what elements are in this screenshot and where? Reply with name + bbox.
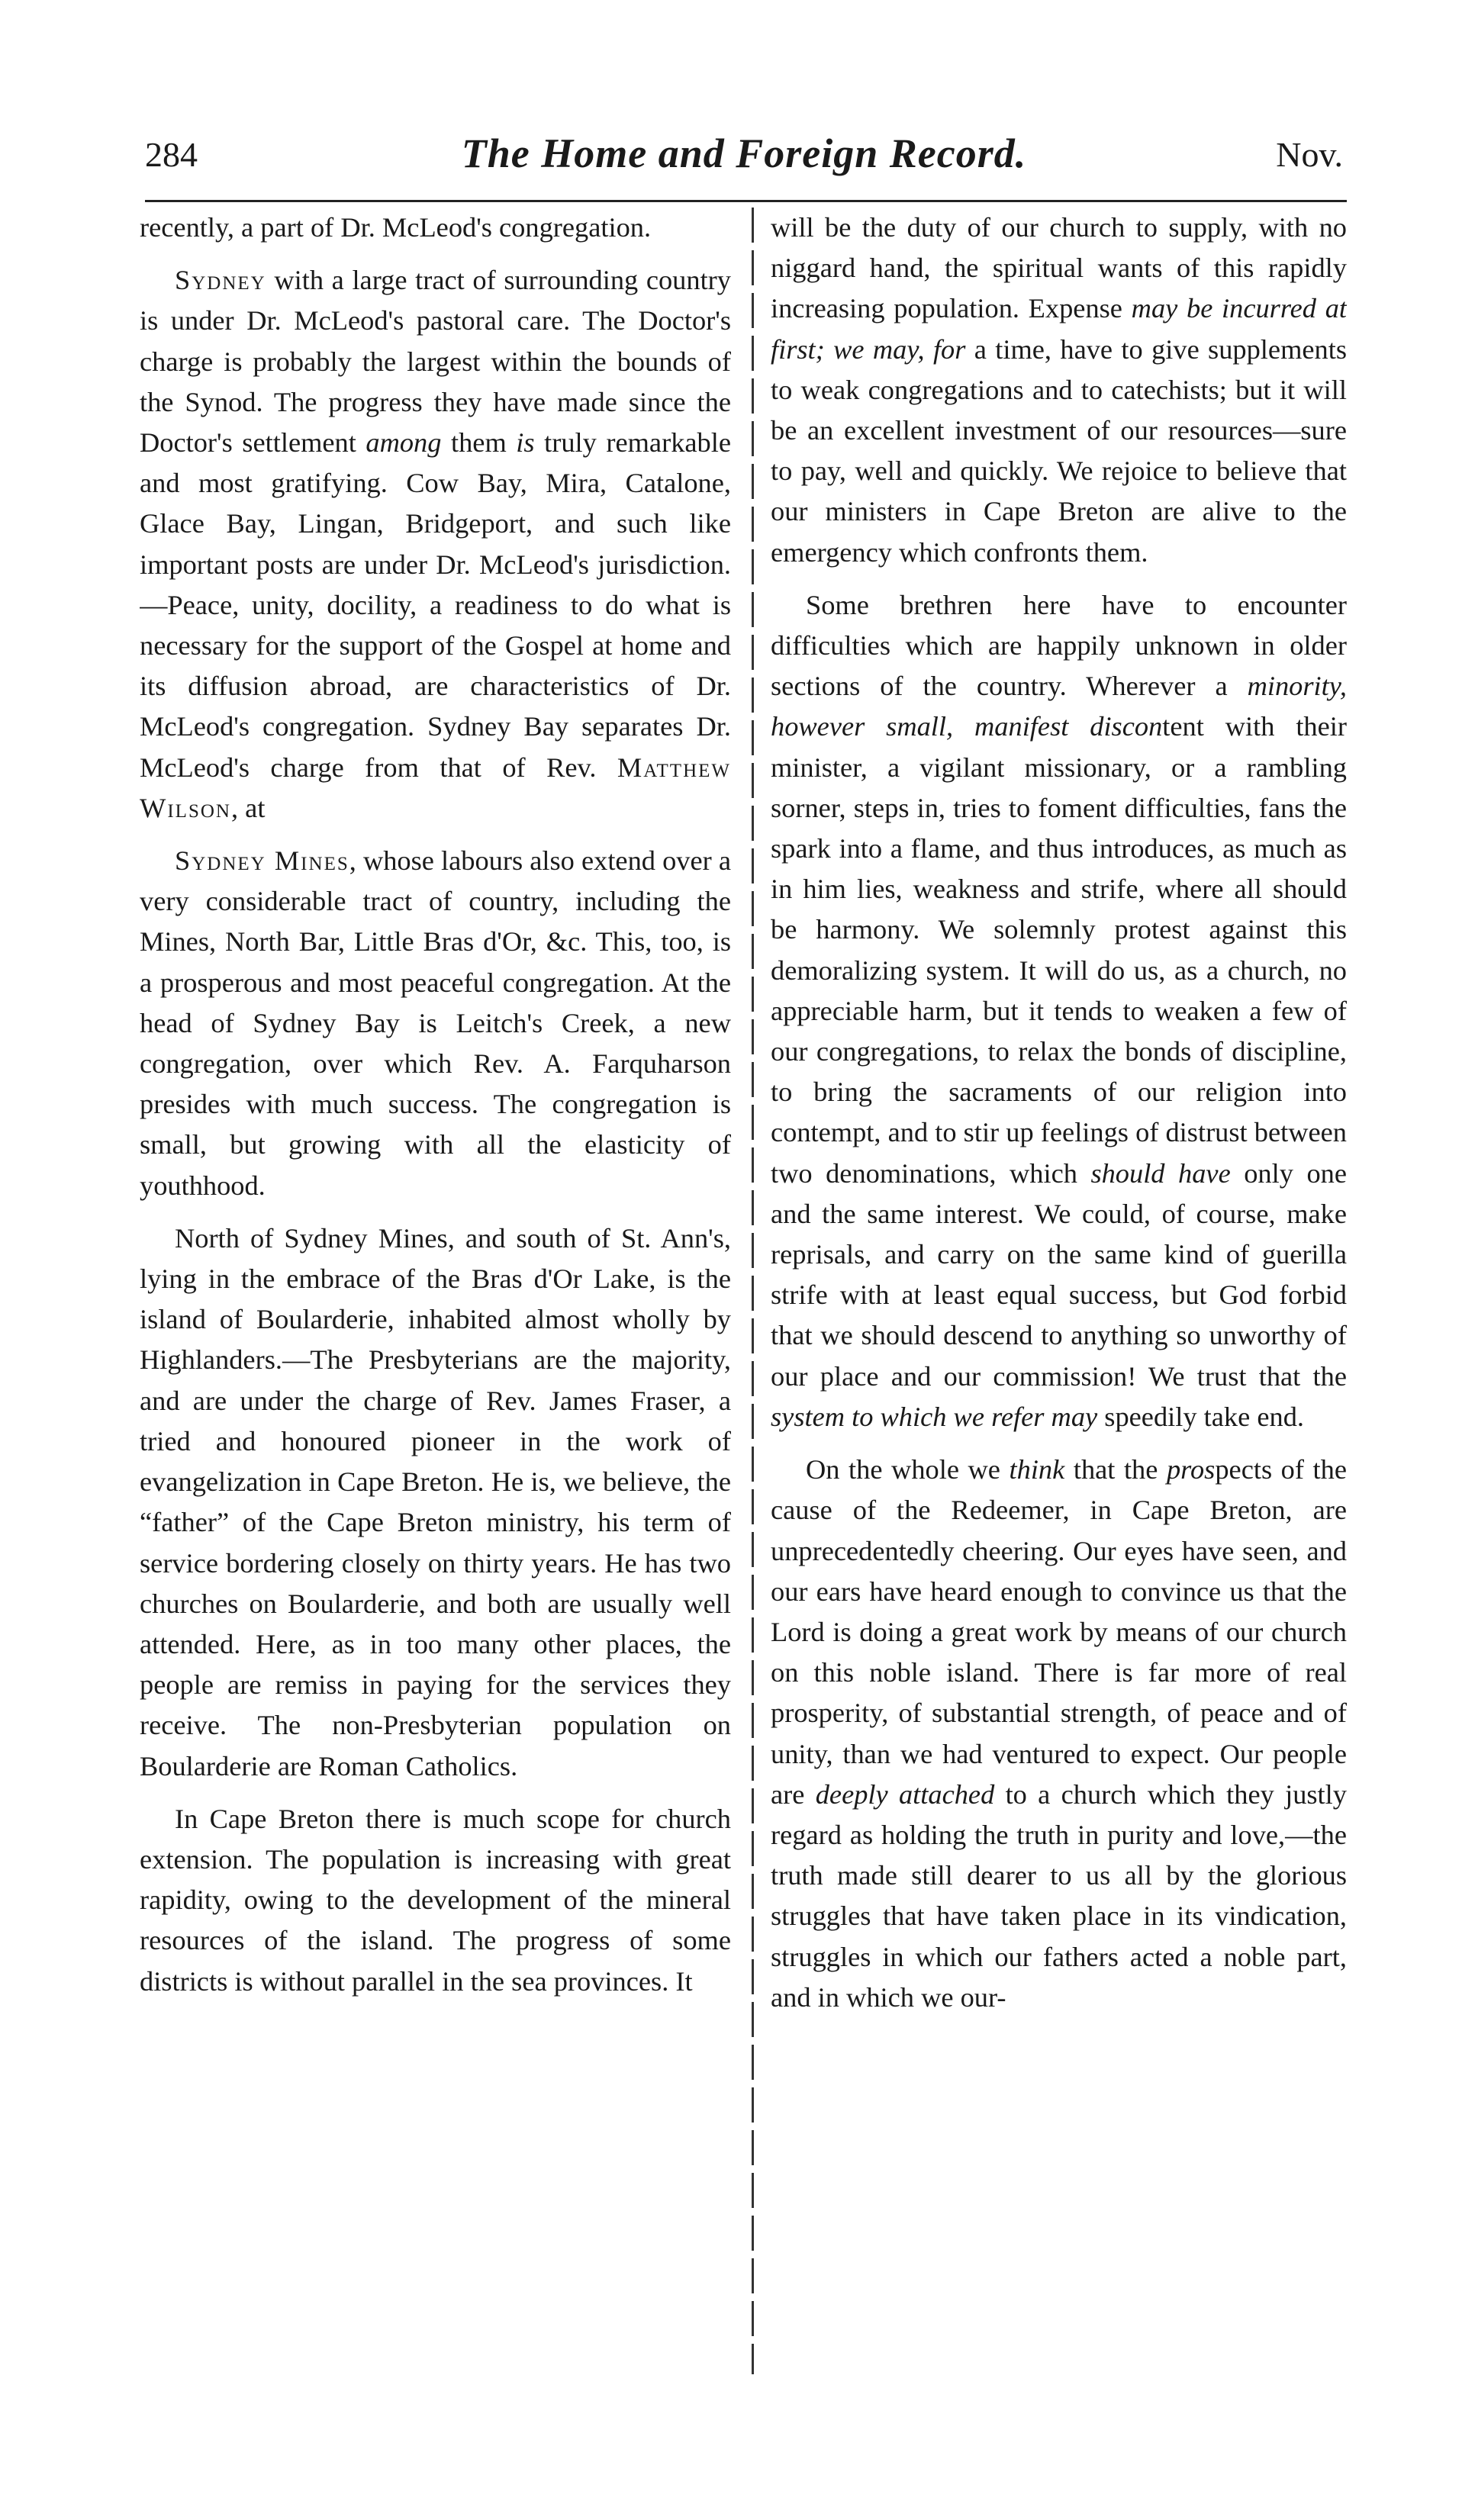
paragraph: Sydney Mines, whose labours also extend over a very considerable tract of country, including the Mines, North Bar, Little Bras d'Or, &c. This, too, is a prosperous and most peaceful congregation. At the head of Sydney Bay is Leitch's Creek, a new congregation, over which Rev. A. Farquharson presides with much success. The congregation is small, but growing with all the elasticity of youthhood.	[140, 845, 731, 1201]
left-column	[140, 208, 731, 2382]
minister-name: Matthew Wilson	[140, 751, 731, 823]
paragraph: Some brethren here have to encounter difficulties which are happily unknown in older sections of the country. Wherever a minority, however small, manifest discontent with their minister, a vigilant missionary, or a rambling sorner, steps in, tries to foment difficulties, fans the spark into a flame, and thus introduces, as much as in him lies, weakness and strife, where all should be harmony. We solemnly protest against this demoralizing system. It will do us, as a church, no appreciable harm, but it tends to weaken a few of our congregations, to relax the bonds of discipline, to bring the sacraments of our religion into contempt, and to stir up feelings of distrust between two denominations, which should have only one and the same interest. We could, of course, make reprisals, and carry on the same kind of guerilla strife with at least equal success, but God forbid that we should descend to anything so unworthy of our place and our commission! We trust that the system to which we refer may speedily take end.	[771, 589, 1347, 1432]
issue-month: Nov.	[1276, 135, 1343, 174]
header-rule	[145, 200, 1347, 202]
place-name: Sydney Mines	[175, 845, 349, 877]
page-number: 284	[145, 135, 198, 174]
page-header	[145, 130, 1343, 191]
column-divider	[752, 208, 754, 2374]
paragraph: On the whole we think that the prospects of the cause of the Redeemer, in Cape Breton, are unprecedentedly cheering. Our eyes have seen, and our ears have heard enough to convince us that the Lord is doing a great work by means of our church on this noble island. There is far more of real prosperity, of substantial strength, of peace and of unity, than we had ventured to expect. Our people are deeply attached to a church which they justly regard as holding the truth in purity and love,—the truth made still dearer to us all by the glorious struggles that have taken place in its vindication, struggles in which our fathers acted a noble part, and in which we our-	[771, 1454, 1347, 2013]
paragraph: In Cape Breton there is much scope for church extension. The population is increasing with great rapidity, owing to the development of the mineral resources of the island. The progress of some districts is without parallel in the sea provinces. It	[140, 1803, 731, 1997]
paragraph: recently, a part of Dr. McLeod's congregation.	[140, 212, 652, 243]
running-title: The Home and Foreign Record.	[461, 130, 1027, 176]
paragraph: North of Sydney Mines, and south of St. Ann's, lying in the embrace of the Bras d'Or Lake, is the island of Boularderie, inhabited almost wholly by Highlanders.—The Presbyterians are the majority, and are under the charge of Rev. James Fraser, a tried and honoured pioneer in the work of evangelization in Cape Breton. He is, we believe, the “father” of the Cape Breton ministry, his term of service bordering closely on thirty years. He has two churches on Boularderie, and both are usually well attended. Here, as in too many other places, the people are remiss in paying for the services they receive. The non-Presbyterian population on Boularderie are Roman Catholics.	[140, 1222, 731, 1781]
paragraph: Sydney with a large tract of surrounding country is under Dr. McLeod's pastoral care. The Doctor's charge is probably the largest within the bounds of the Synod. The progress they have made since the Doctor's settlement among them is truly remarkable and most gratifying. Cow Bay, Mira, Catalone, Glace Bay, Lingan, Bridgeport, and such like important posts are under Dr. McLeod's jurisdiction.—Peace, unity, docility, a readiness to do what is necessary for the support of the Gospel at home and its diffusion abroad, are characteristics of Dr. McLeod's congregation. Sydney Bay separates Dr. McLeod's charge from that of Rev. Matthew Wilson, at	[140, 265, 731, 823]
paragraph: will be the duty of our church to supply, with no niggard hand, the spiritual wants of this rapidly increasing population. Expense may be incurred at first; we may, for a time, have to give supplements to weak congregations and to catechists; but it will be an excellent investment of our resources—sure to pay, well and quickly. We rejoice to believe that our ministers in Cape Breton are alive to the emergency which confronts them.	[771, 212, 1347, 568]
right-column	[771, 208, 1347, 2382]
place-name: Sydney	[175, 265, 266, 296]
